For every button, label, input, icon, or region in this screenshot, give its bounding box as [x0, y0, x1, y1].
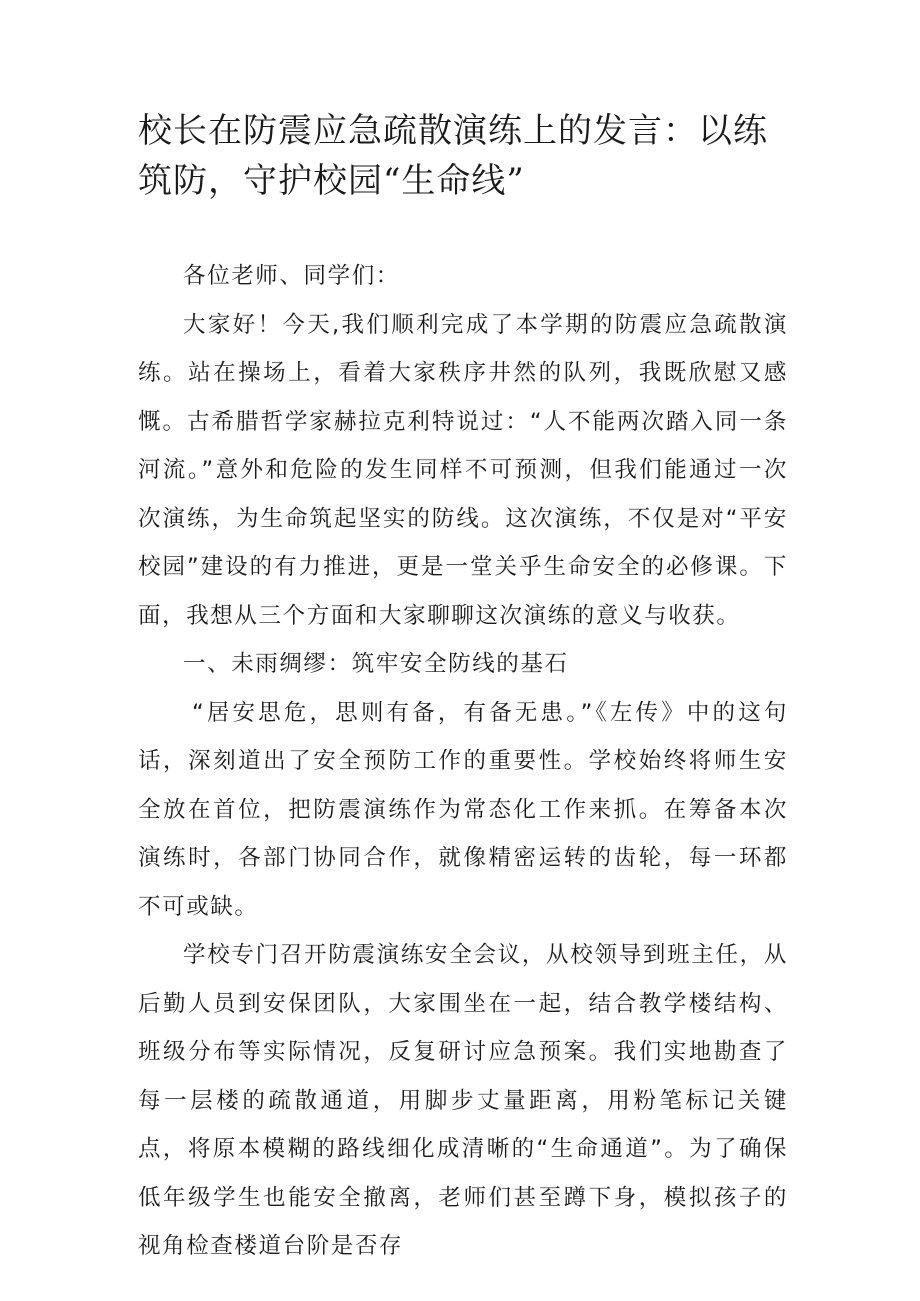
document-body — [138, 252, 788, 1271]
document-title: 校长在防震应急疏散演练上的发言：以练筑防，守护校园“生命线” — [138, 111, 768, 201]
section-heading-1: 一、未雨绸缪：筑牢安全防线的基石 — [183, 651, 569, 677]
paragraph-greeting: 大家好！今天,我们顺利完成了本学期的防震应急疏散演练。站在操场上，看着大家秩序井然的队列，我既欣慰又感慨。古希腊哲学家赫拉克利特说过：“人不能两次踏入同一条河流。”意外和危险的发生同样不可预测，但我们能通过一次次演练，为生命筑起坚实的防线。这次演练，不仅是对“平安校园”建设的有力推进，更是一堂关乎生命安全的必修课。下面，我想从三个方面和大家聊聊这次演练的意义与收获。 — [138, 311, 788, 629]
salutation: 各位老师、同学们： — [183, 263, 400, 289]
paragraph-meeting: 学校专门召开防震演练安全会议，从校领导到班主任，从后勤人员到安保团队，大家围坐在一起，结合教学楼结构、班级分布等实际情况，反复研讨应急预案。我们实地勘查了每一层楼的疏散通道，用脚步丈量距离，用粉笔标记关键点，将原本模糊的路线细化成清晰的“生命通道”。为了确保低年级学生也能安全撤离，老师们甚至蹲下身，模拟孩子的视角检查楼道台阶是否存 — [138, 942, 788, 1259]
paragraph-quote: “居安思危，思则有备，有备无患。”《左传》中的这句话，深刻道出了安全预防工作的重要性。学校始终将师生安全放在首位，把防震演练作为常态化工作来抓。在筹备本次演练时，各部门协同合作，就像精密运转的齿轮，每一环都不可或缺。 — [138, 699, 788, 920]
